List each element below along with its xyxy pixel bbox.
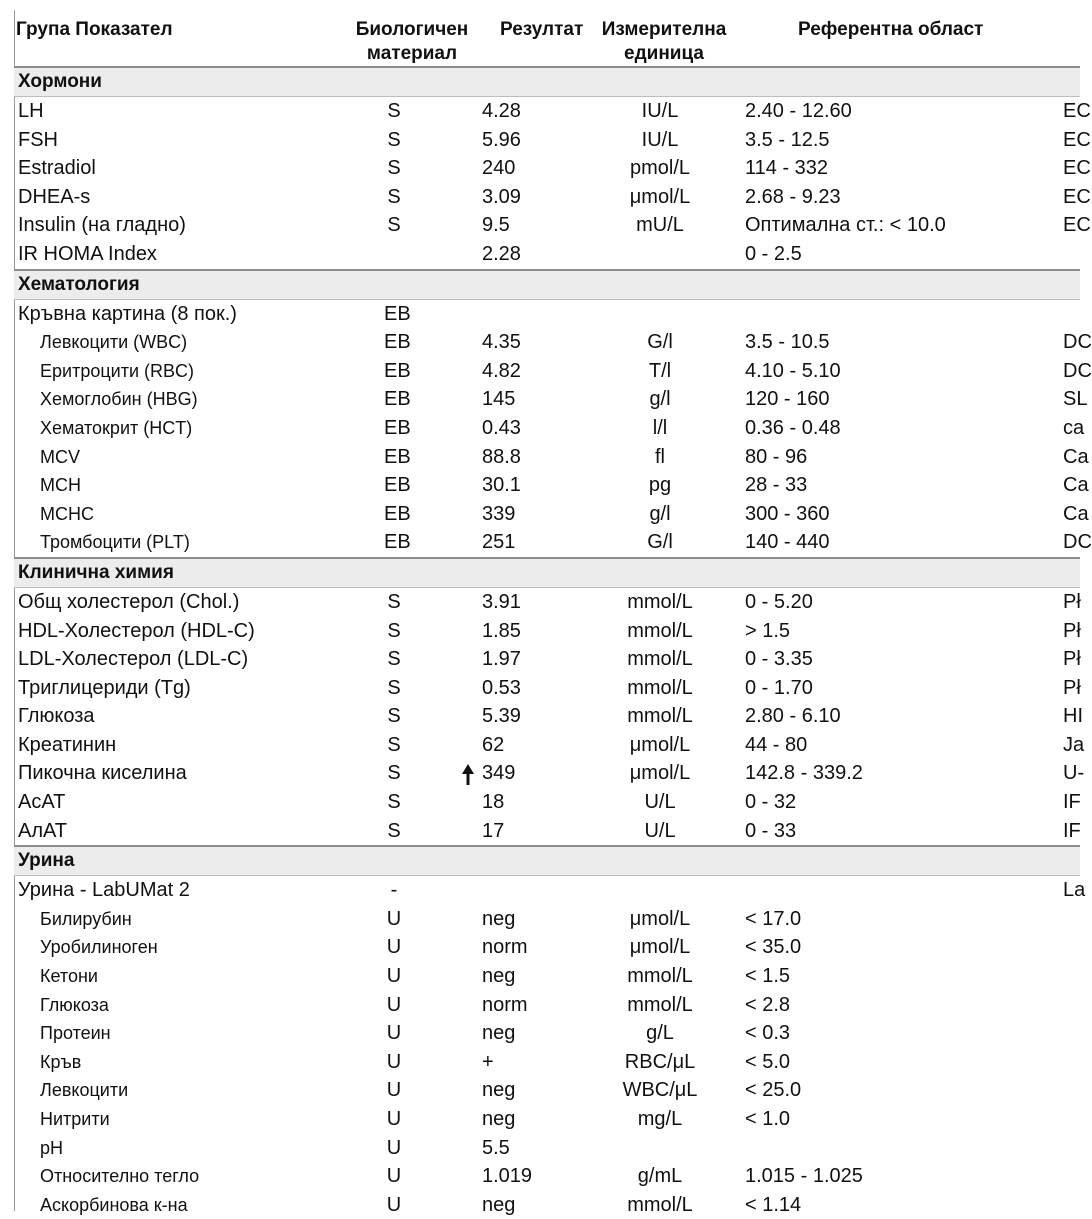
table-row <box>14 97 1091 126</box>
unit: RBC/μL <box>624 1050 696 1073</box>
result-value: 251 <box>482 531 516 554</box>
unit: mmol/L <box>627 993 693 1016</box>
reference-range: < 1.5 <box>745 965 791 988</box>
test-name: Урина - LabUMat 2 <box>18 879 190 902</box>
method: Ca <box>1063 502 1089 525</box>
test-name: Еритроцити (RBC) <box>40 360 194 381</box>
table-row <box>14 1162 1080 1191</box>
method: Ca <box>1063 474 1089 497</box>
result-value: norm <box>482 936 528 959</box>
table-row <box>14 183 1091 212</box>
result-value: 5.96 <box>482 128 521 151</box>
method: EC <box>1063 157 1091 180</box>
test-name: Пикочна киселина <box>18 762 187 785</box>
result-value: neg <box>482 1079 516 1102</box>
result-value: 1.019 <box>482 1165 533 1188</box>
test-name: Уробилиноген <box>40 937 158 958</box>
material: U <box>386 907 402 930</box>
method: EC <box>1063 128 1091 151</box>
test-name: Кетони <box>40 966 98 987</box>
table-header <box>14 10 1080 68</box>
reference-range: 3.5 - 10.5 <box>745 331 830 354</box>
material: EB <box>384 302 411 325</box>
reference-range: 114 - 332 <box>745 157 829 180</box>
material: U <box>386 965 402 988</box>
table-row <box>14 645 1080 674</box>
result-value: 339 <box>482 502 516 525</box>
test-name: Глюкоза <box>40 994 109 1015</box>
material: S <box>387 648 401 671</box>
reference-range: 2.80 - 6.10 <box>745 705 841 728</box>
table-row <box>14 1134 1080 1163</box>
test-name: FSH <box>18 128 58 151</box>
unit: mg/L <box>637 1108 683 1130</box>
material: EB <box>384 331 411 354</box>
result-value: neg <box>482 1193 516 1216</box>
material: U <box>386 1136 402 1159</box>
unit: mmol/L <box>627 965 693 988</box>
unit: pg <box>648 474 672 497</box>
unit: μmol/L <box>629 762 691 785</box>
unit: IU/L <box>641 128 679 151</box>
material: U <box>386 1022 402 1045</box>
table-row <box>14 300 1080 329</box>
method: ca <box>1063 416 1085 439</box>
test-name: Тромбоцити (PLT) <box>40 532 190 553</box>
table-row <box>14 126 1091 155</box>
table-body <box>14 68 1092 1219</box>
result-value: 9.5 <box>482 214 510 237</box>
material: S <box>387 819 401 842</box>
reference-range: 28 - 33 <box>745 474 808 497</box>
result-value: 349 <box>482 762 516 785</box>
test-name: DHEA-s <box>18 185 91 208</box>
material: EB <box>384 474 411 497</box>
material: EB <box>384 359 411 382</box>
result-value: 5.5 <box>482 1136 510 1159</box>
header-group: Група Показател <box>16 19 173 40</box>
table-row <box>14 1048 1080 1077</box>
group-title: Клинична химия <box>18 561 174 583</box>
unit: g/L <box>646 1022 674 1045</box>
material: S <box>387 157 401 180</box>
test-name: Левкоцити (WBC) <box>40 332 188 353</box>
result-value: 17 <box>482 819 505 842</box>
header-material: Биологичен материал <box>355 19 469 64</box>
table-row <box>14 731 1085 760</box>
material: EB <box>384 531 411 554</box>
test-name: LH <box>18 100 44 122</box>
method: EC <box>1063 100 1091 122</box>
group-title: Урина <box>18 850 75 872</box>
table-row <box>14 443 1089 472</box>
method: EC <box>1063 214 1091 237</box>
unit: IU/L <box>641 100 679 122</box>
material: EB <box>384 416 411 439</box>
material: U <box>386 1108 402 1130</box>
method: Pł <box>1063 648 1081 671</box>
result-value: 1.97 <box>482 648 521 671</box>
unit: U/L <box>644 819 676 842</box>
material: EB <box>384 388 411 411</box>
material: S <box>387 791 401 814</box>
table-row <box>14 500 1089 529</box>
result-value: neg <box>482 1022 516 1045</box>
material: S <box>387 185 401 208</box>
result-value: norm <box>482 993 528 1016</box>
test-name: Билирубин <box>40 908 132 929</box>
method: IF <box>1063 791 1081 814</box>
method: Ja <box>1063 733 1085 756</box>
reference-range: 0 - 5.20 <box>745 590 813 613</box>
method: Pł <box>1063 619 1081 642</box>
table-row <box>14 759 1085 788</box>
result-value: 3.91 <box>482 590 521 613</box>
material: U <box>386 936 402 959</box>
header-reference: Референтна област <box>798 19 984 40</box>
method: Pł <box>1063 676 1081 699</box>
test-name: LDL-Холестерол (LDL-C) <box>18 648 249 671</box>
table-row <box>14 962 1080 991</box>
test-name: Нитрити <box>40 1109 110 1129</box>
test-name: АсАТ <box>18 791 66 814</box>
reference-range: > 1.5 <box>745 619 791 642</box>
unit: fl <box>655 445 665 468</box>
unit: T/l <box>648 359 672 382</box>
reference-range: 140 - 440 <box>745 531 830 554</box>
reference-range: < 0.3 <box>745 1022 791 1045</box>
unit: mmol/L <box>627 619 693 642</box>
test-name: Estradiol <box>18 157 96 180</box>
unit: mmol/L <box>627 676 693 699</box>
unit: G/l <box>647 531 673 554</box>
table-row <box>14 788 1080 817</box>
test-name: Insulin (на гладно) <box>18 214 186 237</box>
unit: mmol/L <box>627 1193 693 1216</box>
reference-range: < 35.0 <box>745 936 802 959</box>
method: Ca <box>1063 445 1089 468</box>
table-row <box>14 991 1080 1020</box>
material: U <box>386 1193 402 1216</box>
test-name: Левкоцити <box>40 1080 129 1101</box>
test-name: MCH <box>40 475 81 496</box>
method: DC <box>1063 359 1092 382</box>
material: S <box>387 214 401 237</box>
test-name: Креатинин <box>18 733 117 756</box>
test-name: Аскорбинова к-на <box>40 1194 188 1215</box>
reference-range: 3.5 - 12.5 <box>745 128 830 151</box>
test-name: pH <box>40 1137 64 1158</box>
unit: pmol/L <box>629 157 691 180</box>
test-name: Хемоглобин (HBG) <box>40 389 198 410</box>
table-row <box>14 385 1088 414</box>
result-value: neg <box>482 907 516 930</box>
unit: U/L <box>644 791 676 814</box>
material: S <box>387 128 401 151</box>
test-name: Хематокрит (HCT) <box>40 417 193 438</box>
reference-range: 0 - 33 <box>745 819 797 842</box>
unit: WBC/μL <box>622 1079 698 1102</box>
material: S <box>387 733 401 756</box>
material: U <box>386 993 402 1016</box>
result-value: + <box>482 1050 494 1073</box>
unit: μmol/L <box>629 733 691 756</box>
reference-range: 0.36 - 0.48 <box>745 416 841 439</box>
test-name: HDL-Холестерол (HDL-C) <box>18 619 255 642</box>
unit: μmol/L <box>629 185 691 208</box>
test-name: Кръв <box>40 1051 82 1072</box>
method: DC <box>1063 331 1092 354</box>
reference-range: < 1.14 <box>745 1193 802 1216</box>
unit: g/l <box>649 388 671 411</box>
header-unit: Измерителна единица <box>601 19 727 64</box>
table-row <box>14 1105 1080 1134</box>
method: U- <box>1063 762 1085 785</box>
reference-range: Оптимална ст.: < 10.0 <box>745 214 946 237</box>
result-value: 88.8 <box>482 445 521 468</box>
reference-range: 142.8 - 339.2 <box>745 762 863 785</box>
reference-range: < 2.8 <box>745 993 791 1016</box>
result-value: 30.1 <box>482 474 521 497</box>
reference-range: 1.015 - 1.025 <box>745 1165 863 1188</box>
table-row <box>14 328 1092 357</box>
material: S <box>387 100 401 122</box>
lab-results-table <box>14 10 1092 1219</box>
unit: μmol/L <box>629 936 691 959</box>
result-value: 4.35 <box>482 331 521 354</box>
test-name: MCHC <box>40 503 94 524</box>
reference-range: < 1.0 <box>745 1108 791 1130</box>
table-row <box>14 211 1091 240</box>
unit: mmol/L <box>627 705 693 728</box>
table-row <box>14 471 1089 500</box>
header-result: Резултат <box>500 19 584 40</box>
result-value: 62 <box>482 733 505 756</box>
unit: mmol/L <box>627 590 693 613</box>
reference-range: 0 - 2.5 <box>745 242 802 265</box>
test-name: IR HOMA Index <box>18 242 157 265</box>
result-value: 0.53 <box>482 676 521 699</box>
result-value: 1.85 <box>482 619 521 642</box>
table-row <box>14 933 1080 962</box>
table-row <box>14 588 1080 617</box>
material: U <box>386 1079 402 1102</box>
test-name: Общ холестерол (Chol.) <box>18 590 240 613</box>
test-name: АлАТ <box>18 819 68 842</box>
table-row <box>14 528 1092 557</box>
table-row <box>14 154 1091 183</box>
method: SL <box>1063 388 1088 411</box>
result-value: 0.43 <box>482 416 521 439</box>
method: DC <box>1063 531 1092 554</box>
table-row <box>14 674 1080 703</box>
test-name: Относително тегло <box>40 1166 200 1187</box>
material: U <box>386 1050 402 1073</box>
material: S <box>387 705 401 728</box>
result-value: 18 <box>482 791 505 814</box>
group-title: Хормони <box>18 71 102 92</box>
result-value: 2.28 <box>482 242 521 265</box>
test-name: Триглицериди (Tg) <box>18 676 191 699</box>
table-row <box>14 617 1080 646</box>
result-value: 5.39 <box>482 705 521 728</box>
reference-range: < 5.0 <box>745 1050 791 1073</box>
unit: g/l <box>649 502 671 525</box>
table-row <box>14 817 1080 846</box>
method: La <box>1063 879 1086 902</box>
table-row <box>14 1191 1080 1219</box>
material: EB <box>384 502 411 525</box>
reference-range: 0 - 32 <box>745 791 797 814</box>
result-value: 240 <box>482 157 516 180</box>
reference-range: 2.68 - 9.23 <box>745 185 841 208</box>
material: EB <box>384 445 411 468</box>
test-name: Кръвна картина (8 пок.) <box>18 302 237 325</box>
unit: mU/L <box>636 214 684 237</box>
group-header <box>14 557 1080 588</box>
result-value: neg <box>482 1108 516 1130</box>
reference-range: < 17.0 <box>745 907 802 930</box>
unit: g/mL <box>637 1165 683 1188</box>
test-name: MCV <box>40 446 80 467</box>
table-row <box>14 876 1086 905</box>
reference-range: 2.40 - 12.60 <box>745 100 852 122</box>
unit: mmol/L <box>627 648 693 671</box>
table-row <box>14 357 1092 386</box>
unit: l/l <box>652 416 668 439</box>
result-value: 145 <box>482 388 516 411</box>
method: EC <box>1063 185 1091 208</box>
unit: μmol/L <box>629 907 691 930</box>
reference-range: 0 - 1.70 <box>745 676 813 699</box>
material: S <box>387 676 401 699</box>
test-name: Глюкоза <box>18 705 95 728</box>
reference-range: 300 - 360 <box>745 502 830 525</box>
reference-range: 80 - 96 <box>745 445 808 468</box>
reference-range: 44 - 80 <box>745 733 808 756</box>
table-row <box>14 240 1080 269</box>
result-value: 4.28 <box>482 100 521 122</box>
test-name: Протеин <box>40 1023 111 1044</box>
reference-range: 4.10 - 5.10 <box>745 359 841 382</box>
result-value: neg <box>482 965 516 988</box>
material: S <box>387 590 401 613</box>
method: Pł <box>1063 590 1081 613</box>
group-title: Хематология <box>18 273 140 295</box>
result-value: 4.82 <box>482 359 521 382</box>
reference-range: < 25.0 <box>745 1079 802 1102</box>
material: S <box>387 762 401 785</box>
reference-range: 120 - 160 <box>745 388 830 411</box>
unit: G/l <box>647 331 673 354</box>
reference-range: 0 - 3.35 <box>745 648 813 671</box>
material: S <box>387 619 401 642</box>
group-header <box>14 68 1080 97</box>
table-row <box>14 1076 1080 1105</box>
method: HI <box>1063 705 1083 728</box>
method: IF <box>1063 819 1081 842</box>
material: - <box>390 879 398 902</box>
material: U <box>386 1165 402 1188</box>
group-header <box>14 845 1080 876</box>
table-row <box>14 905 1080 934</box>
table-row <box>14 702 1083 731</box>
table-row <box>14 1019 1080 1048</box>
result-value: 3.09 <box>482 185 521 208</box>
group-header <box>14 269 1080 300</box>
table-row <box>14 414 1085 443</box>
